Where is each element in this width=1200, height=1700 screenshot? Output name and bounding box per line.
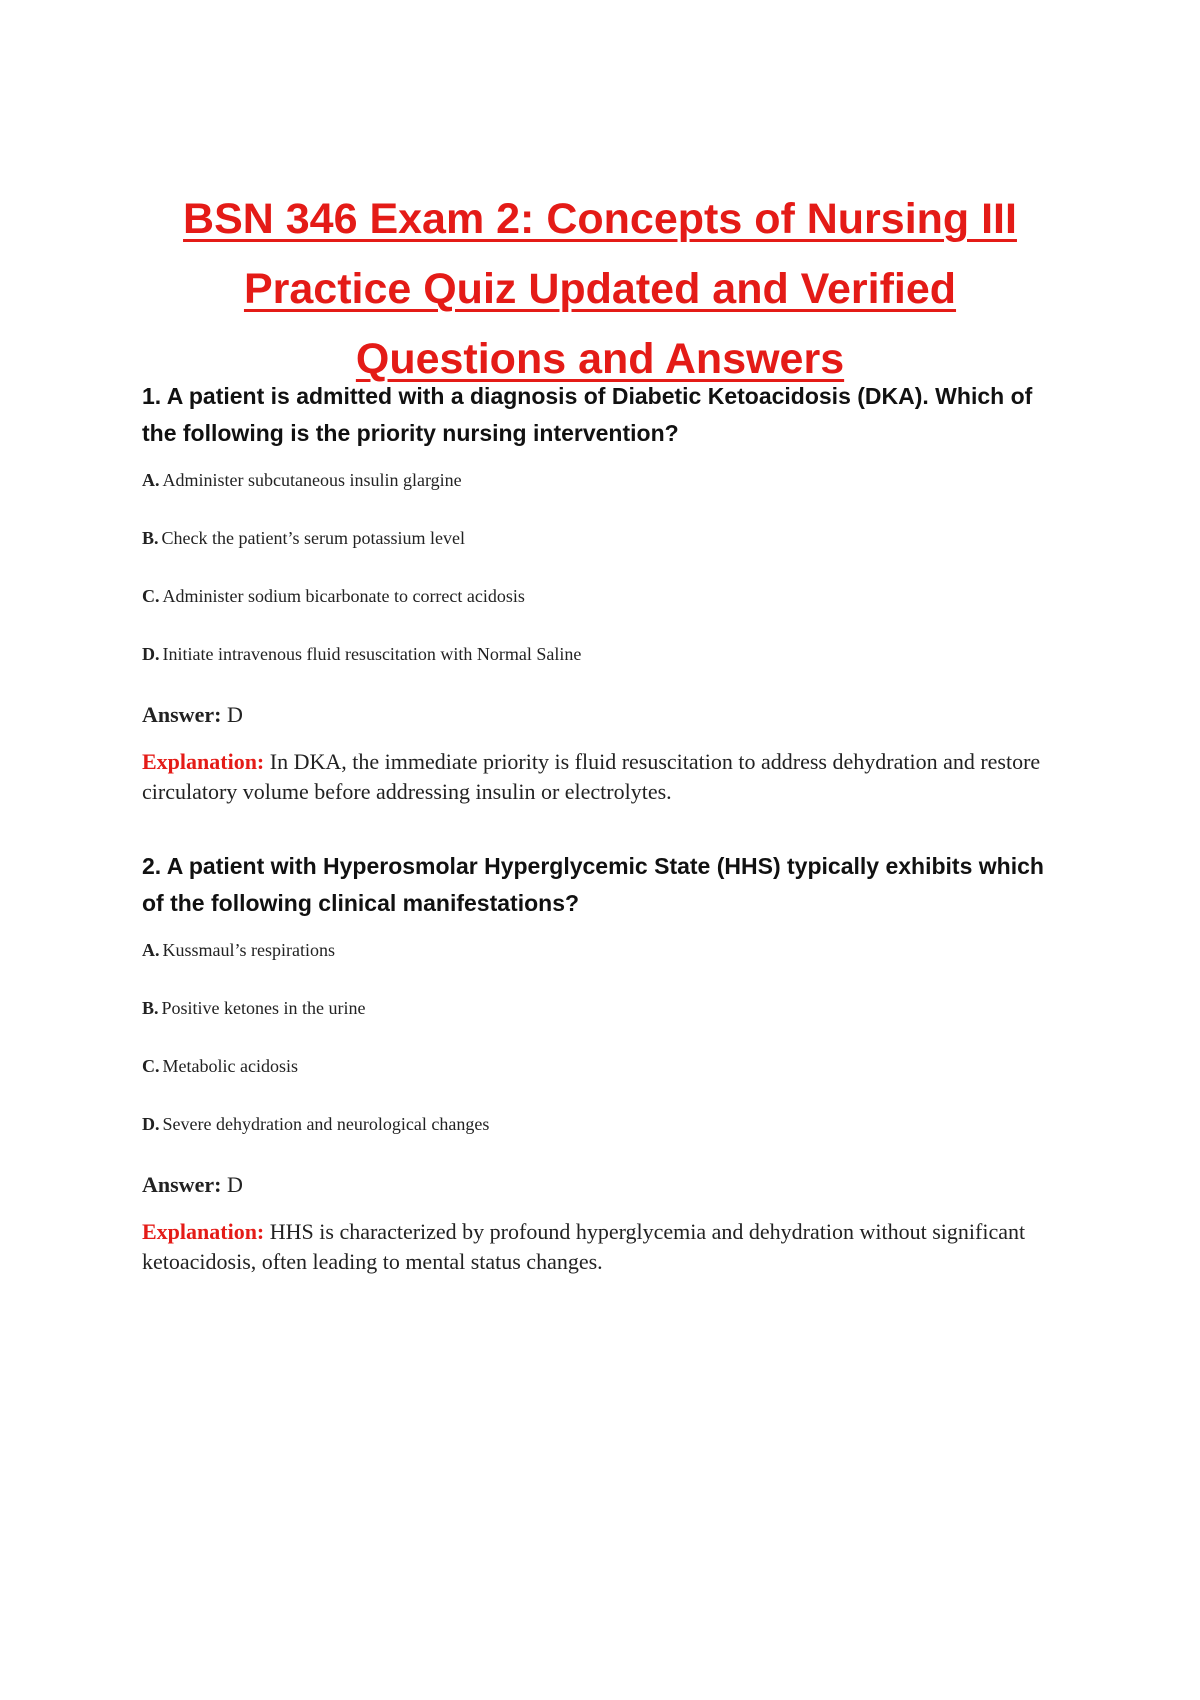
explanation-text: HHS is characterized by profound hyperglycemia and dehydration without significant ketoacidosis, often leading to mental status changes. (142, 1219, 1026, 1274)
option-letter: C. (142, 586, 160, 606)
question-2-option-a (142, 938, 1062, 996)
option-text: Administer sodium bicarbonate to correct acidosis (162, 586, 525, 606)
answer-value: D (226, 702, 243, 727)
page-title (100, 184, 1100, 394)
option-letter: A. (142, 470, 160, 490)
option-text: Initiate intravenous fluid resuscitation with Normal Saline (162, 644, 582, 664)
option-text: Positive ketones in the urine (161, 998, 366, 1018)
question-1-option-c (142, 584, 1062, 642)
question-1-option-a (142, 468, 1062, 526)
option-letter: D. (142, 644, 160, 664)
question-1-answer (142, 700, 1062, 730)
title-line-3: Questions and Answers (355, 334, 845, 383)
option-letter: A. (142, 940, 160, 960)
option-letter: C. (142, 1056, 160, 1076)
question-2-text: 2. A patient with Hyperosmolar Hyperglycemic State (HHS) typically exhibits which of the following clinical manifestations? (142, 853, 1044, 916)
explanation-text: In DKA, the immediate priority is fluid resuscitation to address dehydration and restore circulatory volume before addressing insulin or electrolytes. (142, 749, 1041, 804)
question-1-text: 1. A patient is admitted with a diagnosis of Diabetic Ketoacidosis (DKA). Which of the following is the priority nursing intervention? (142, 383, 1033, 446)
explanation-label: Explanation: (142, 749, 265, 774)
question-2-options (142, 938, 1062, 1170)
question-1 (142, 378, 1062, 807)
option-letter: D. (142, 1114, 160, 1134)
question-1-option-b (142, 526, 1062, 584)
option-letter: B. (142, 528, 159, 548)
option-text: Metabolic acidosis (162, 1056, 298, 1076)
question-2-explanation (142, 1217, 1062, 1277)
option-text: Kussmaul’s respirations (162, 940, 335, 960)
question-2-option-b (142, 996, 1062, 1054)
question-2-answer (142, 1170, 1062, 1200)
question-2-option-c (142, 1054, 1062, 1112)
question-2 (142, 848, 1062, 1277)
question-1-option-d (142, 642, 1062, 700)
answer-value: D (226, 1172, 243, 1197)
title-line-2: Practice Quiz Updated and Verified (243, 264, 957, 313)
answer-label: Answer: (142, 1172, 222, 1197)
question-1-options (142, 468, 1062, 700)
title-line-1: BSN 346 Exam 2: Concepts of Nursing III (183, 194, 1017, 243)
option-text: Check the patient’s serum potassium level (161, 528, 465, 548)
option-text: Administer subcutaneous insulin glargine (162, 470, 462, 490)
explanation-label: Explanation: (142, 1219, 265, 1244)
answer-label: Answer: (142, 702, 222, 727)
option-text: Severe dehydration and neurological changes (162, 1114, 490, 1134)
question-1-explanation (142, 747, 1062, 807)
option-letter: B. (142, 998, 159, 1018)
question-2-option-d (142, 1112, 1062, 1170)
